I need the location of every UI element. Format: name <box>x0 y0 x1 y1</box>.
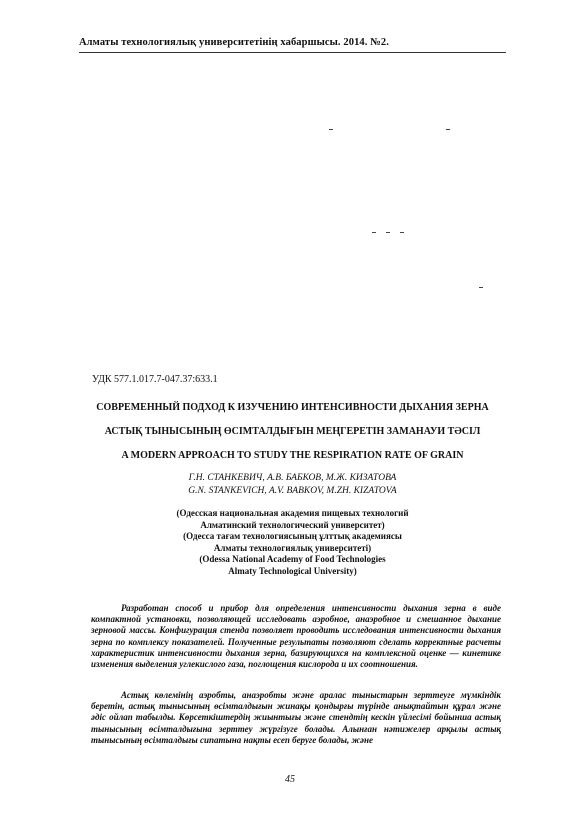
affiliation-line: (Odessa National Academy of Food Technologies <box>199 554 386 564</box>
page-number: 45 <box>285 774 295 785</box>
journal-running-header: Алматы технологиялық университетінің хабаршысы. 2014. №2. <box>79 37 389 48</box>
affiliation-line: Алматинский технологический университет) <box>200 519 385 530</box>
abstract-russian: Разработан способ и прибор для определения интенсивности дыхания зерна в виде компактной установки, позволяющей исследовать аэробное, анаэробное и смешанное дыхание зерновой массы. Конфигурация стенда позволяет проводить исследования интенсивности дыхания зерна по комплексу показателей. Полученные результаты позволяют сделать корректные расчеты характеристик интенсивности дыхания зерна, базирующихся на комплексной оценке — кинетике изменения выделения углекислого газа, поглощения кислорода и их соотношения. <box>91 603 501 670</box>
scan-mark <box>446 129 450 130</box>
scan-mark <box>372 232 376 233</box>
header-divider <box>79 52 506 53</box>
scan-mark <box>386 232 390 233</box>
authors-russian: Г.Н. СТАНКЕВИЧ, А.В. БАБКОВ, М.Ж. КИЗАТОВА <box>188 473 397 483</box>
authors-english: G.N. STANKEVICH, A.V. BABKOV, M.ZH. KIZATOVA <box>188 486 397 496</box>
title-english: A MODERN APPROACH TO STUDY THE RESPIRATION RATE OF GRAIN <box>121 450 464 461</box>
udc-code: УДК 577.1.017.7-047.37:633.1 <box>92 374 218 385</box>
title-kazakh: АСТЫҚ ТЫНЫСЫНЫҢ ӨСІМТАЛДЫҒЫН МЕҢГЕРЕТІН ЗАМАНАУИ ТӘСІЛ <box>104 426 481 437</box>
affiliation-line: Алматы технологиялық университеті) <box>213 542 372 553</box>
affiliation-line: (Одесская национальная академия пищевых технологий <box>176 508 409 518</box>
scan-mark <box>329 129 333 130</box>
abstract-kazakh: Астық көлемінің аэробты, анаэробты және аралас тыныстарын зерттеуге мүмкіндік беретін, астық тынысының өсімталдығын жинақы қондырғы түрінде анықтайтын құрал және әдіс ойлап табылды. Көрсеткіштердің жиынтығы және стендтің кескін үйлесімі бойынша астық тынысының өсімталдығына зерттеу жүргізуге болады. Алынған нәтижелер арқылы астық тынысының өсімталдығы сипатына нақты есеп беруге болады, және <box>91 690 501 745</box>
scan-mark <box>479 287 483 288</box>
affiliations-block <box>79 508 506 577</box>
affiliation-line: Almaty Technological University) <box>228 565 357 576</box>
title-russian: СОВРЕМЕННЫЙ ПОДХОД К ИЗУЧЕНИЮ ИНТЕНСИВНОСТИ ДЫХАНИЯ ЗЕРНА <box>96 402 489 413</box>
scan-mark <box>400 232 404 233</box>
affiliation-line: (Одесса тағам технологиясының ұлттық академиясы <box>183 531 402 541</box>
